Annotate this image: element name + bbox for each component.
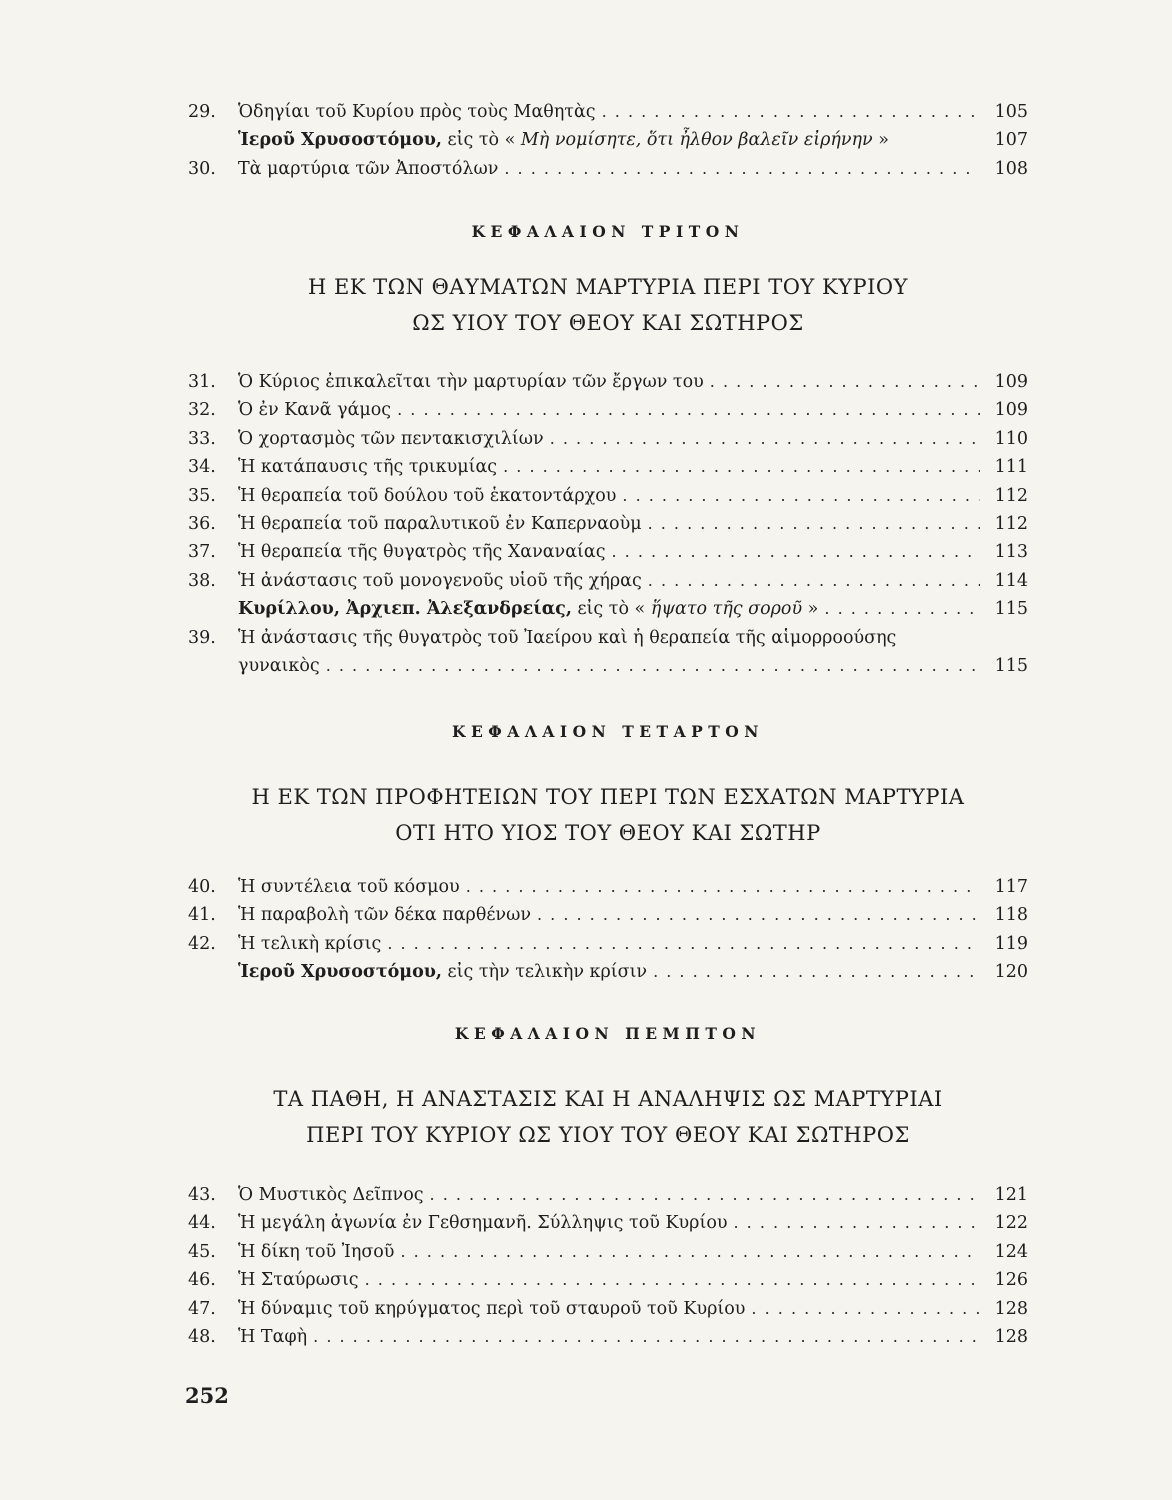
toc-entry[interactable] [188,482,1028,510]
entry-page: 119 [994,933,1028,954]
entry-title: Ἡ ἀνάστασις τῆς θυγατρὸς τοῦ Ἰαείρου καὶ ἡ θεραπεία τῆς αἱμορροούσης [238,627,897,648]
dot-leader [622,482,980,510]
toc-entry[interactable] [188,1238,1028,1266]
entry-author: Ἱεροῦ Χρυσοστόμου, [238,962,442,983]
entry-title-text: εἰς τὸ « [571,599,651,620]
entry-number: 41. [188,905,216,926]
entry-title [238,595,818,623]
toc-entry[interactable] [188,624,1028,652]
dot-leader [400,1238,980,1266]
entry-title: Ἡ τελικὴ κρίσις [238,933,382,954]
entry-page: 113 [994,542,1028,563]
entry-number: 43. [188,1185,216,1205]
entry-number: 45. [188,1241,216,1262]
entry-number: 33. [188,428,216,449]
entry-number: 44. [188,1213,216,1234]
entry-quote: Μὴ νομίσητε, ὅτι ἦλθον βαλεῖν εἰρήνην [520,130,873,151]
dot-leader [466,873,980,901]
entry-quote-close: » [802,599,819,620]
dot-leader [648,510,980,538]
entry-title: Ἡ μεγάλη ἀγωνία ἐν Γεθσημανῆ. Σύλληψις τοῦ Κυρίου [238,1213,728,1234]
toc-entry[interactable] [188,155,1028,183]
toc-entry[interactable] [188,652,1028,680]
entry-number: 35. [188,485,216,506]
dot-leader [602,98,980,126]
dot-leader [734,1209,981,1237]
entry-title: Ἡ Σταύρωσις [238,1270,359,1291]
toc-entry[interactable] [188,901,1028,929]
entry-page: 128 [994,1326,1028,1347]
toc-entry[interactable] [188,396,1028,424]
entry-title: Ὁ χορτασμὸς τῶν πεντακισχιλίων [238,428,544,449]
entry-page: 111 [994,457,1028,478]
entry-title: Ἡ θεραπεία τοῦ δούλου τοῦ ἑκατοντάρχου [238,485,617,506]
entry-title-text: εἰς τὸ « [441,130,521,151]
toc-entry[interactable] [188,368,1028,396]
chapter-title-line-1: Η ΕΚ ΤΩΝ ΘΑΥΜΑΤΩΝ ΜΑΡΤΥΡΙΑ ΠΕΡΙ ΤΟΥ ΚΥΡΙΟΥ [307,275,909,299]
entry-title: Ἡ θεραπεία τῆς θυγατρὸς τῆς Χαναναίας [238,542,606,563]
entry-title: Ἡ θεραπεία τοῦ παραλυτικοῦ ἐν Καπερναοὺμ [238,513,642,534]
entry-title: Τὰ μαρτύρια τῶν Ἀποστόλων [238,158,499,179]
entry-number: 36. [188,513,216,534]
entry-title: Ἡ συντέλεια τοῦ κόσμου [238,877,460,897]
entry-title: Ἡ Ταφὴ [238,1326,308,1347]
toc-entry[interactable] [188,873,1028,901]
entry-number: 39. [188,627,216,648]
dot-leader [710,368,980,396]
toc-entry[interactable] [188,453,1028,481]
dot-leader [612,538,981,566]
dot-leader [653,958,980,986]
entry-number: 47. [188,1298,216,1319]
entry-number: 40. [188,877,216,897]
entry-author: Κυρίλλου, Ἀρχιεπ. Ἀλεξανδρείας, [238,599,572,620]
chapter-title-line-2: ΟΤΙ ΗΤΟ ΥΙΟΣ ΤΟΥ ΘΕΟΥ ΚΑΙ ΣΩΤΗΡ [395,821,821,845]
entry-page: 109 [994,400,1028,421]
toc-block-chapter-5 [188,1181,1028,1351]
dot-leader [503,453,980,481]
entry-quote: ἥψατο τῆς σοροῦ [650,599,803,620]
dot-leader [397,396,980,424]
entry-title [238,126,889,154]
entry-title: Ἡ παραβολὴ τῶν δέκα παρθένων [238,905,531,926]
entry-page: 124 [994,1241,1028,1262]
dot-leader [751,1295,980,1323]
dot-leader [313,1323,980,1351]
entry-page: 126 [994,1270,1028,1291]
toc-block-chapter-3 [188,368,1028,680]
entry-title: Ἡ δίκη τοῦ Ἰησοῦ [238,1241,395,1262]
entry-page: 121 [994,1185,1028,1205]
toc-entry[interactable] [188,567,1028,595]
toc-block-continued [188,98,1028,183]
entry-number: 32. [188,400,216,421]
chapter-title-line-1: ΤΑ ΠΑΘΗ, Η ΑΝΑΣΤΑΣΙΣ ΚΑΙ Η ΑΝΑΛΗΨΙΣ ΩΣ ΜΑΡΤΥΡΙΑΙ [273,1087,943,1111]
entry-number: 37. [188,542,216,563]
entry-page: 117 [994,877,1028,897]
toc-entry[interactable] [188,958,1028,986]
toc-entry[interactable] [188,930,1028,958]
toc-entry[interactable] [188,1323,1028,1351]
toc-entry[interactable] [188,1181,1028,1209]
entry-title: Ὁ ἐν Κανᾶ γάμος [238,400,392,421]
entry-page: 108 [994,158,1028,179]
entry-title: Ἡ ἀνάστασις τοῦ μονογενοῦς υἱοῦ τῆς χήρας [238,570,642,591]
toc-entry[interactable] [188,425,1028,453]
chapter-title-line-1: Η ΕΚ ΤΩΝ ΠΡΟΦΗΤΕΙΩΝ ΤΟΥ ΠΕΡΙ ΤΩΝ ΕΣΧΑΤΩΝ ΜΑΡΤΥΡΙΑ [251,785,965,809]
toc-entry[interactable] [188,538,1028,566]
entry-page: 128 [994,1298,1028,1319]
entry-quote-close: » [872,130,889,151]
entry-title: Ἡ δύναμις τοῦ κηρύγματος περὶ τοῦ σταυροῦ τοῦ Κυρίου [238,1298,746,1319]
toc-entry[interactable] [188,126,1028,154]
entry-number: 42. [188,933,216,954]
toc-entry[interactable] [188,510,1028,538]
dot-leader [326,652,980,680]
dot-leader [504,155,980,183]
chapter-title-line-2: ΩΣ ΥΙΟΥ ΤΟΥ ΘΕΟΥ ΚΑΙ ΣΩΤΗΡΟΣ [412,311,804,335]
entry-title-text: εἰς τὴν τελικὴν κρίσιν [441,962,648,983]
entry-number: 38. [188,570,216,591]
dot-leader [430,1181,980,1209]
dot-leader [365,1266,980,1294]
dot-leader [537,901,980,929]
entry-page: 115 [994,599,1028,620]
dot-leader [550,425,980,453]
entry-title: Ὁδηγίαι τοῦ Κυρίου πρὸς τοὺς Μαθητὰς [238,102,596,122]
toc-entry[interactable] [188,1266,1028,1294]
dot-leader [824,595,980,623]
entry-page: 120 [994,962,1028,983]
entry-page: 110 [994,428,1028,449]
entry-title: Ὁ Μυστικὸς Δεῖπνος [238,1185,424,1205]
entry-title [238,958,647,986]
toc-block-chapter-4 [188,873,1028,987]
chapter-label: ΚΕΦΑΛΑΙΟΝ ΤΡΙΤΟΝ [471,222,745,241]
entry-page: 115 [994,655,1028,676]
entry-number: 48. [188,1326,216,1347]
chapter-label: ΚΕΦΑΛΑΙΟΝ ΤΕΤΑΡΤΟΝ [452,722,764,741]
entry-title: Ὁ Κύριος ἐπικαλεῖται τὴν μαρτυρίαν τῶν ἔργων του [238,372,704,392]
entry-title: γυναικὸς [238,655,320,676]
entry-page: 112 [994,485,1028,506]
toc-entry[interactable] [188,595,1028,623]
chapter-label: ΚΕΦΑΛΑΙΟΝ ΠΕΜΠΤΟΝ [454,1024,762,1043]
entry-page: 118 [994,905,1028,926]
entry-number: 30. [188,158,216,179]
entry-page: 112 [994,513,1028,534]
entry-page: 114 [994,570,1028,591]
entry-author: Ἱεροῦ Χρυσοστόμου, [238,130,442,151]
entry-page: 109 [994,372,1028,392]
entry-number: 46. [188,1270,216,1291]
entry-title: Ἡ κατάπαυσις τῆς τρικυμίας [238,457,498,478]
entry-page: 105 [994,102,1028,122]
toc-entry[interactable] [188,1295,1028,1323]
dot-leader [648,567,980,595]
toc-entry[interactable] [188,1209,1028,1237]
entry-number: 29. [188,102,216,122]
entry-number: 31. [188,372,216,392]
dot-leader [387,930,980,958]
chapter-title-line-2: ΠΕΡΙ ΤΟΥ ΚΥΡΙΟΥ ΩΣ ΥΙΟΥ ΤΟΥ ΘΕΟΥ ΚΑΙ ΣΩΤΗΡΟΣ [306,1123,910,1147]
entry-page: 107 [994,130,1028,151]
page-number: 252 [185,1383,229,1408]
entry-number: 34. [188,457,216,478]
entry-page: 122 [994,1213,1028,1234]
toc-entry[interactable] [188,98,1028,126]
